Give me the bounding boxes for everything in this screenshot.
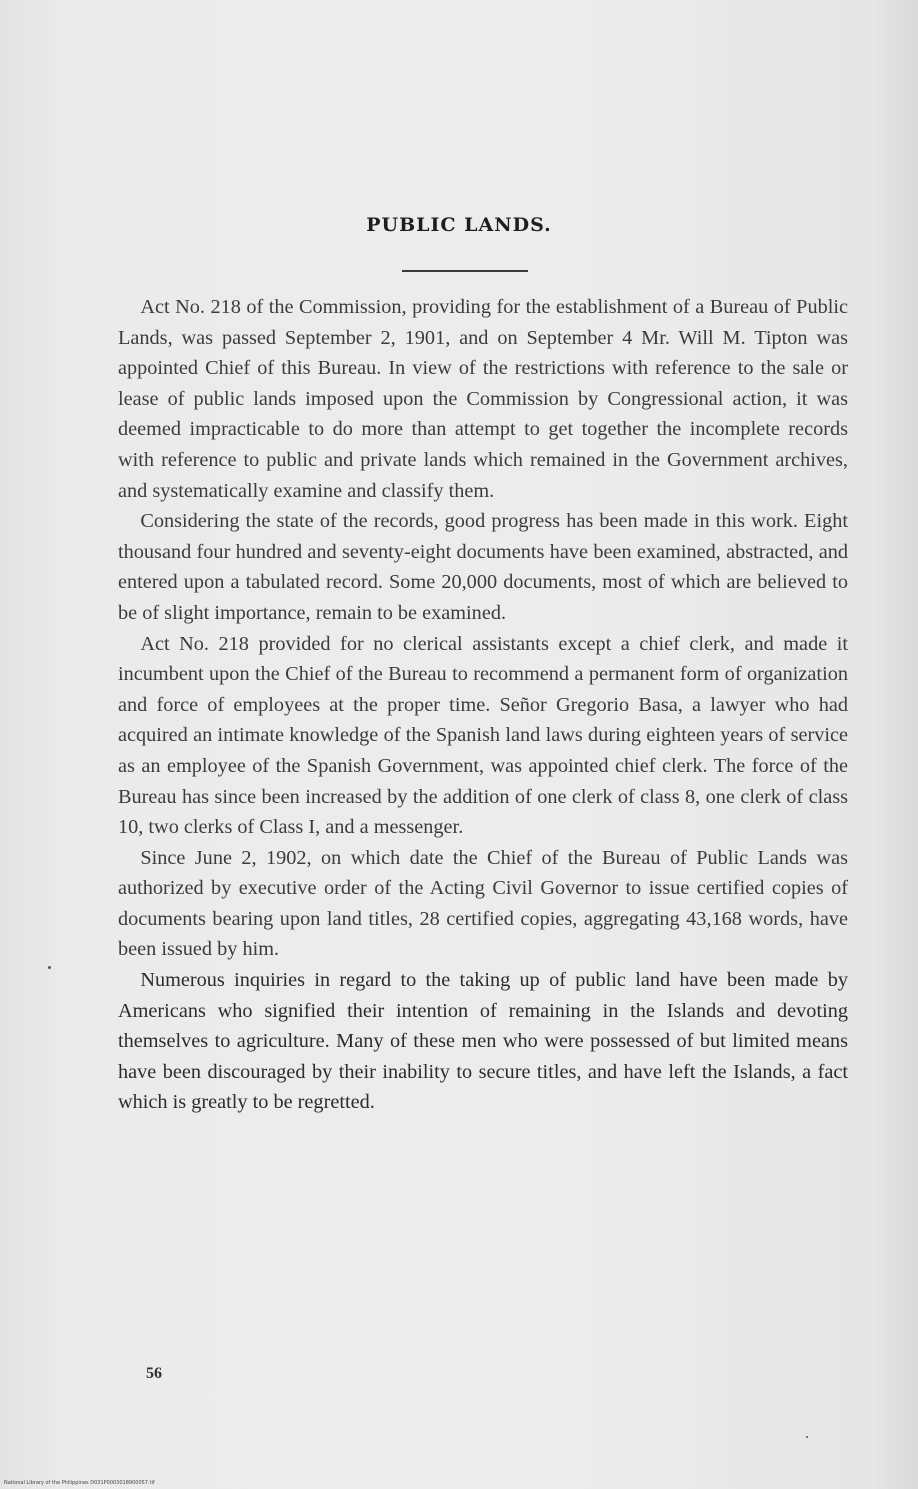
page-number: 56	[146, 1365, 162, 1382]
scan-speck	[48, 966, 51, 969]
page-title: PUBLIC LANDS.	[366, 214, 552, 236]
paragraph: Considering the state of the records, good progress has been made in this work. Eight thousand four hundred and seventy-eight documents have been examined, abstracted, and entered upon a tabulated record. Some 20,000 documents, most of which are believed to be of slight importance, remain to be examined.	[118, 510, 848, 624]
scan-speck	[806, 1436, 808, 1438]
title-divider	[402, 270, 528, 272]
body-text	[118, 292, 848, 1118]
paragraph: Since June 2, 1902, on which date the Chief of the Bureau of Public Lands was authorized by executive order of the Acting Civil Governor to issue certified copies of documents bearing upon land titles, 28 certified copies, aggregating 43,168 words, have been issued by him.	[118, 846, 848, 961]
paragraph: Numerous inquiries in regard to the taking up of public land have been made by Americans who signified their intention of remaining in the Islands and devoting themselves to agriculture. Many of these men who were possessed of but limited means have been discouraged by their inability to secure titles, and have left the Islands, a fact which is greatly to be regretted.	[118, 969, 848, 1114]
scan-footer: National Library of the Philippines D031P0003018900057.tif	[4, 1480, 155, 1486]
paragraph: Act No. 218 provided for no clerical assistants except a chief clerk, and made it incumbent upon the Chief of the Bureau to recommend a permanent form of organization and force of employees at the proper time. Señor Gregorio Basa, a lawyer who had acquired an intimate knowledge of the Spanish land laws during eighteen years of service as an employee of the Spanish Government, was appointed chief clerk. The force of the Bureau has since been increased by the addition of one clerk of class 8, one clerk of class 10, two clerks of Class I, and a messenger.	[118, 632, 848, 839]
paragraph: Act No. 218 of the Commission, providing for the establishment of a Bureau of Public Lands, was passed September 2, 1901, and on September 4 Mr. Will M. Tipton was appointed Chief of this Bureau. In view of the restrictions with reference to the sale or lease of public lands imposed upon the Commission by Congressional action, it was deemed impracticable to do more than attempt to get together the incomplete records with reference to public and private lands which remained in the Government archives, and systematically examine and classify them.	[118, 296, 848, 502]
